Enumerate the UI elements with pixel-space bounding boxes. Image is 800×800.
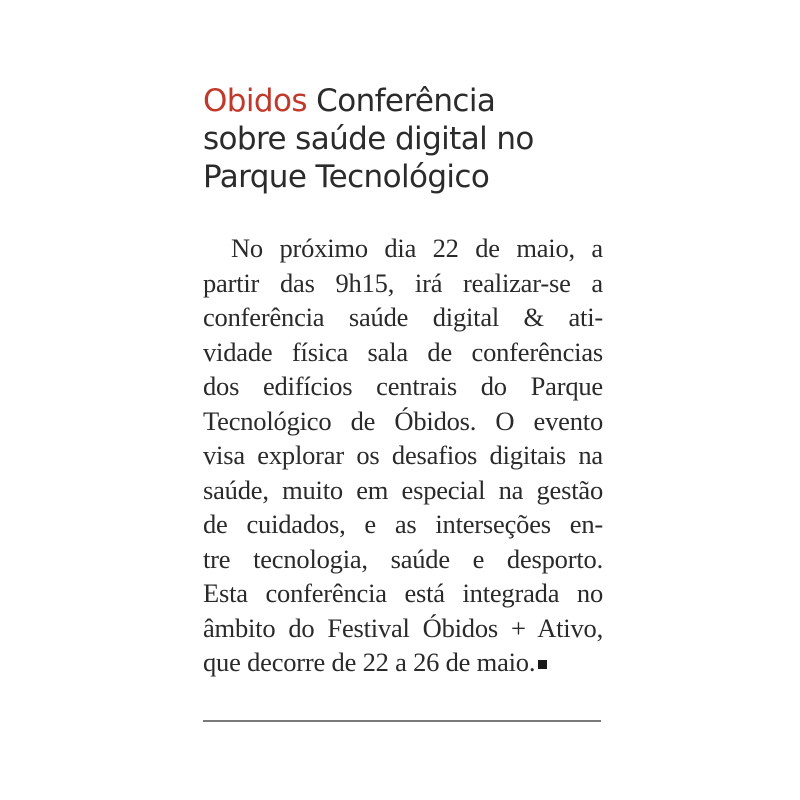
body-line: de cuidados, e as interseções en- — [203, 509, 603, 539]
headline — [203, 82, 603, 196]
article-body — [203, 231, 603, 680]
body-line: dos edifícios centrais do Parque — [203, 371, 603, 401]
body-line: vidade física sala de conferências — [203, 336, 603, 367]
headline-line-2: sobre saúde digital no — [203, 121, 534, 157]
body-line: tre tecnologia, saúde e desporto. — [203, 543, 603, 574]
news-article — [203, 82, 603, 680]
body-line: Esta conferência está integrada no — [203, 578, 603, 608]
headline-kicker: Obidos — [203, 83, 307, 119]
body-line: conferência saúde digital & ati- — [203, 302, 603, 332]
body-line-last-text: que decorre de 22 a 26 de maio. — [203, 647, 536, 677]
end-of-article-square-icon — [538, 660, 547, 669]
body-line: âmbito do Festival Óbidos + Ativo, — [203, 612, 603, 643]
body-line: partir das 9h15, irá realizar-se a — [203, 267, 603, 298]
body-line-last — [203, 645, 603, 680]
body-line: visa explorar os desafios digitais na — [203, 440, 603, 470]
headline-line-1: Conferência — [316, 83, 496, 119]
bottom-divider — [203, 720, 601, 722]
headline-line-3: Parque Tecnológico — [203, 159, 490, 195]
body-line: Tecnológico de Óbidos. O evento — [203, 405, 603, 436]
body-line: saúde, muito em especial na gestão — [203, 474, 603, 505]
body-line: No próximo dia 22 de maio, a — [231, 233, 603, 263]
